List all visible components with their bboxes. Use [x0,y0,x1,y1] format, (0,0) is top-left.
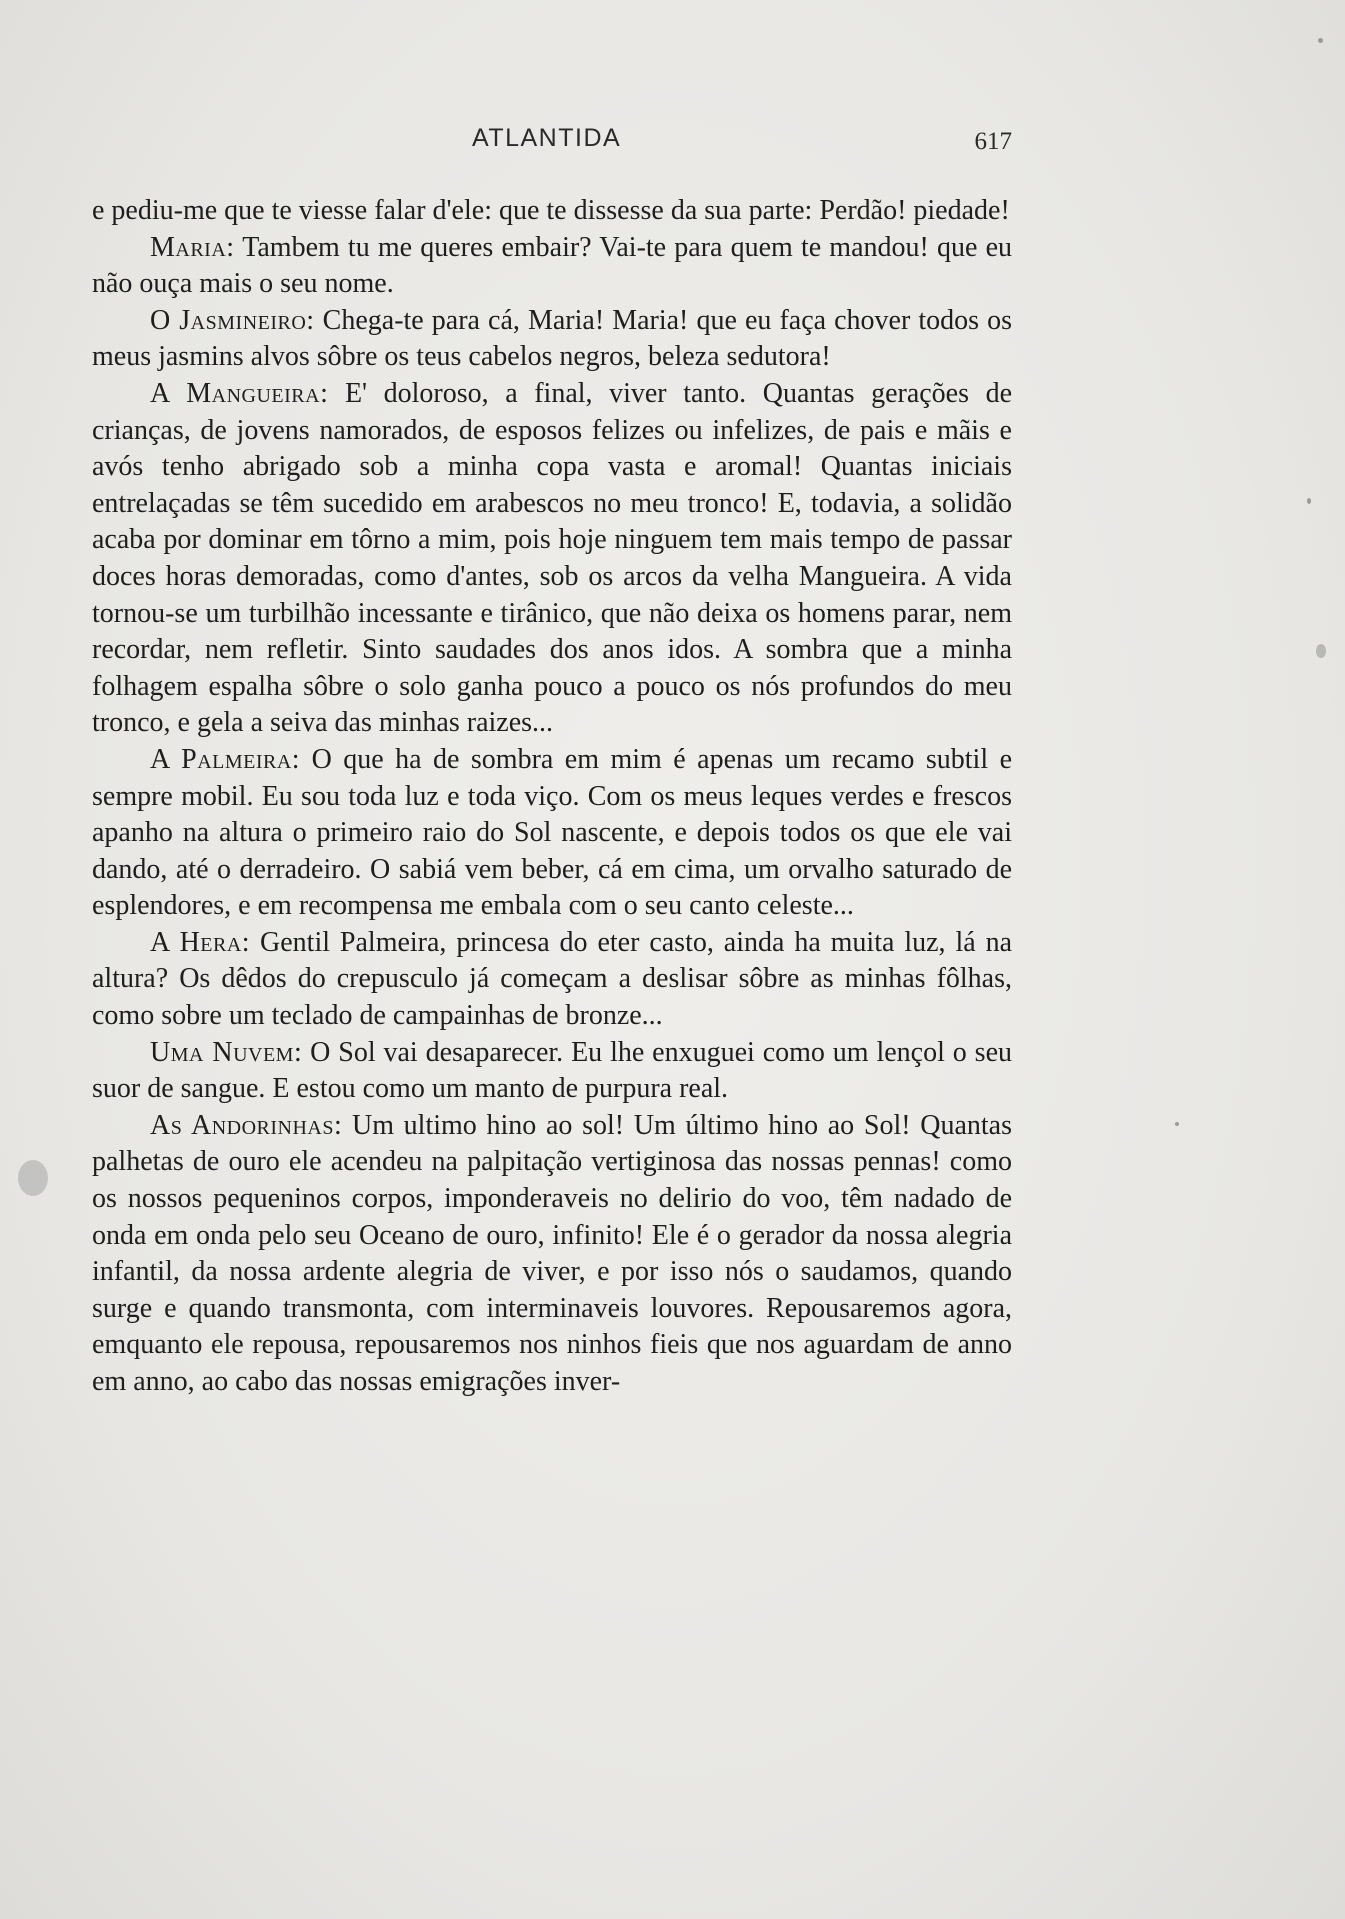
paragraph [92,230,1012,303]
paper-speck [18,1160,48,1196]
speaker-name: A Mangueira: [150,377,329,409]
paragraph [92,193,1012,230]
paragraph-text: Chega-te para cá, Maria! Maria! que eu faça chover todos os meus jasmins alvos sôbre os teus cabelos negros, beleza sedutora! [92,304,1013,373]
body-text [92,193,1012,1401]
page-number: 617 [974,128,1012,155]
paragraph-text: O Sol vai desaparecer. Eu lhe enxuguei como um lençol o seu suor de sangue. E estou como um manto de purpura real. [92,1036,1013,1105]
paragraph [92,742,1012,925]
speaker-name: Uma Nuvem: [150,1036,303,1068]
paragraph-text: O que ha de sombra em mim é apenas um recamo subtil e sempre mobil. Eu sou toda luz e toda viço. Com os meus leques verdes e frescos apanho na altura o primeiro raio do Sol nascente, e depois todos os que ele vai dando, até o derradeiro. O sabiá vem beber, cá em cima, um orvalho saturado de esplendores, e em recompensa me embala com o seu canto celeste... [92,743,1012,922]
speaker-name: O Jasmineiro: [150,304,315,336]
paragraph-text: Gentil Palmeira, princesa do eter casto, ainda ha muita luz, lá na altura? Os dêdos do crepusculo já começam a deslisar sôbre as minhas fôlhas, como sobre um teclado de campainhas de bronze... [92,926,1012,1032]
speaker-name: A Hera: [150,926,251,958]
paper-speck [1175,1122,1179,1126]
paper-speck [1307,498,1311,504]
running-title: ATLANTIDA [472,124,622,152]
speaker-name: As Andorinhas: [150,1109,343,1141]
paragraph [92,303,1012,376]
paragraph [92,376,1012,742]
page-header [92,124,1012,164]
paragraph [92,1108,1012,1401]
paper-speck [1316,644,1326,658]
speaker-name: Maria: [150,231,235,263]
paper-speck [1318,38,1323,43]
speaker-name: A Palmeira: [150,743,301,775]
paragraph-text: e pediu-me que te viesse falar d'ele: que te dissesse da sua parte: Perdão! piedade! [92,195,1010,226]
paragraph [92,1035,1012,1108]
paragraph [92,925,1012,1035]
paragraph-text: E' doloroso, a final, viver tanto. Quantas gerações de crianças, de jovens namorados, de esposos felizes ou infelizes, de pais e mãis e avós tenho abrigado sob a minha copa vasta e aromal! Quantas iniciais entrelaçadas se têm sucedido em arabescos no meu tronco! E, todavia, a solidão acaba por dominar em tôrno a mim, pois hoje ninguem tem mais tempo de passar doces horas demoradas, como d'antes, sob os arcos da velha Mangueira. A vida tornou-se um turbilhão incessante e tirânico, que não deixa os homens parar, nem recordar, nem refletir. Sinto saudades dos anos idos. A sombra que a minha folhagem espalha sôbre o solo ganha pouco a pouco os nós profundos do meu tronco, e gela a seiva das minhas raizes... [92,377,1013,739]
paragraph-text: Tambem tu me queres embair? Vai-te para quem te mandou! que eu não ouça mais o seu nome. [92,231,1013,300]
paragraph-text: Um ultimo hino ao sol! Um último hino ao Sol! Quantas palhetas de ouro ele acendeu na palpitação vertiginosa das nossas pennas! como os nossos pequeninos corpos, imponderaveis no delirio do voo, têm nadado de onda em onda pelo seu Oceano de ouro, infinito! Ele é o gerador da nossa alegria infantil, da nossa ardente alegria de viver, e por isso nós o saudamos, quando surge e quando transmonta, com interminaveis louvores. Repousaremos agora, emquanto ele repousa, repousaremos nos ninhos fieis que nos aguardam de anno em anno, ao cabo das nossas emigrações inver- [92,1109,1013,1397]
